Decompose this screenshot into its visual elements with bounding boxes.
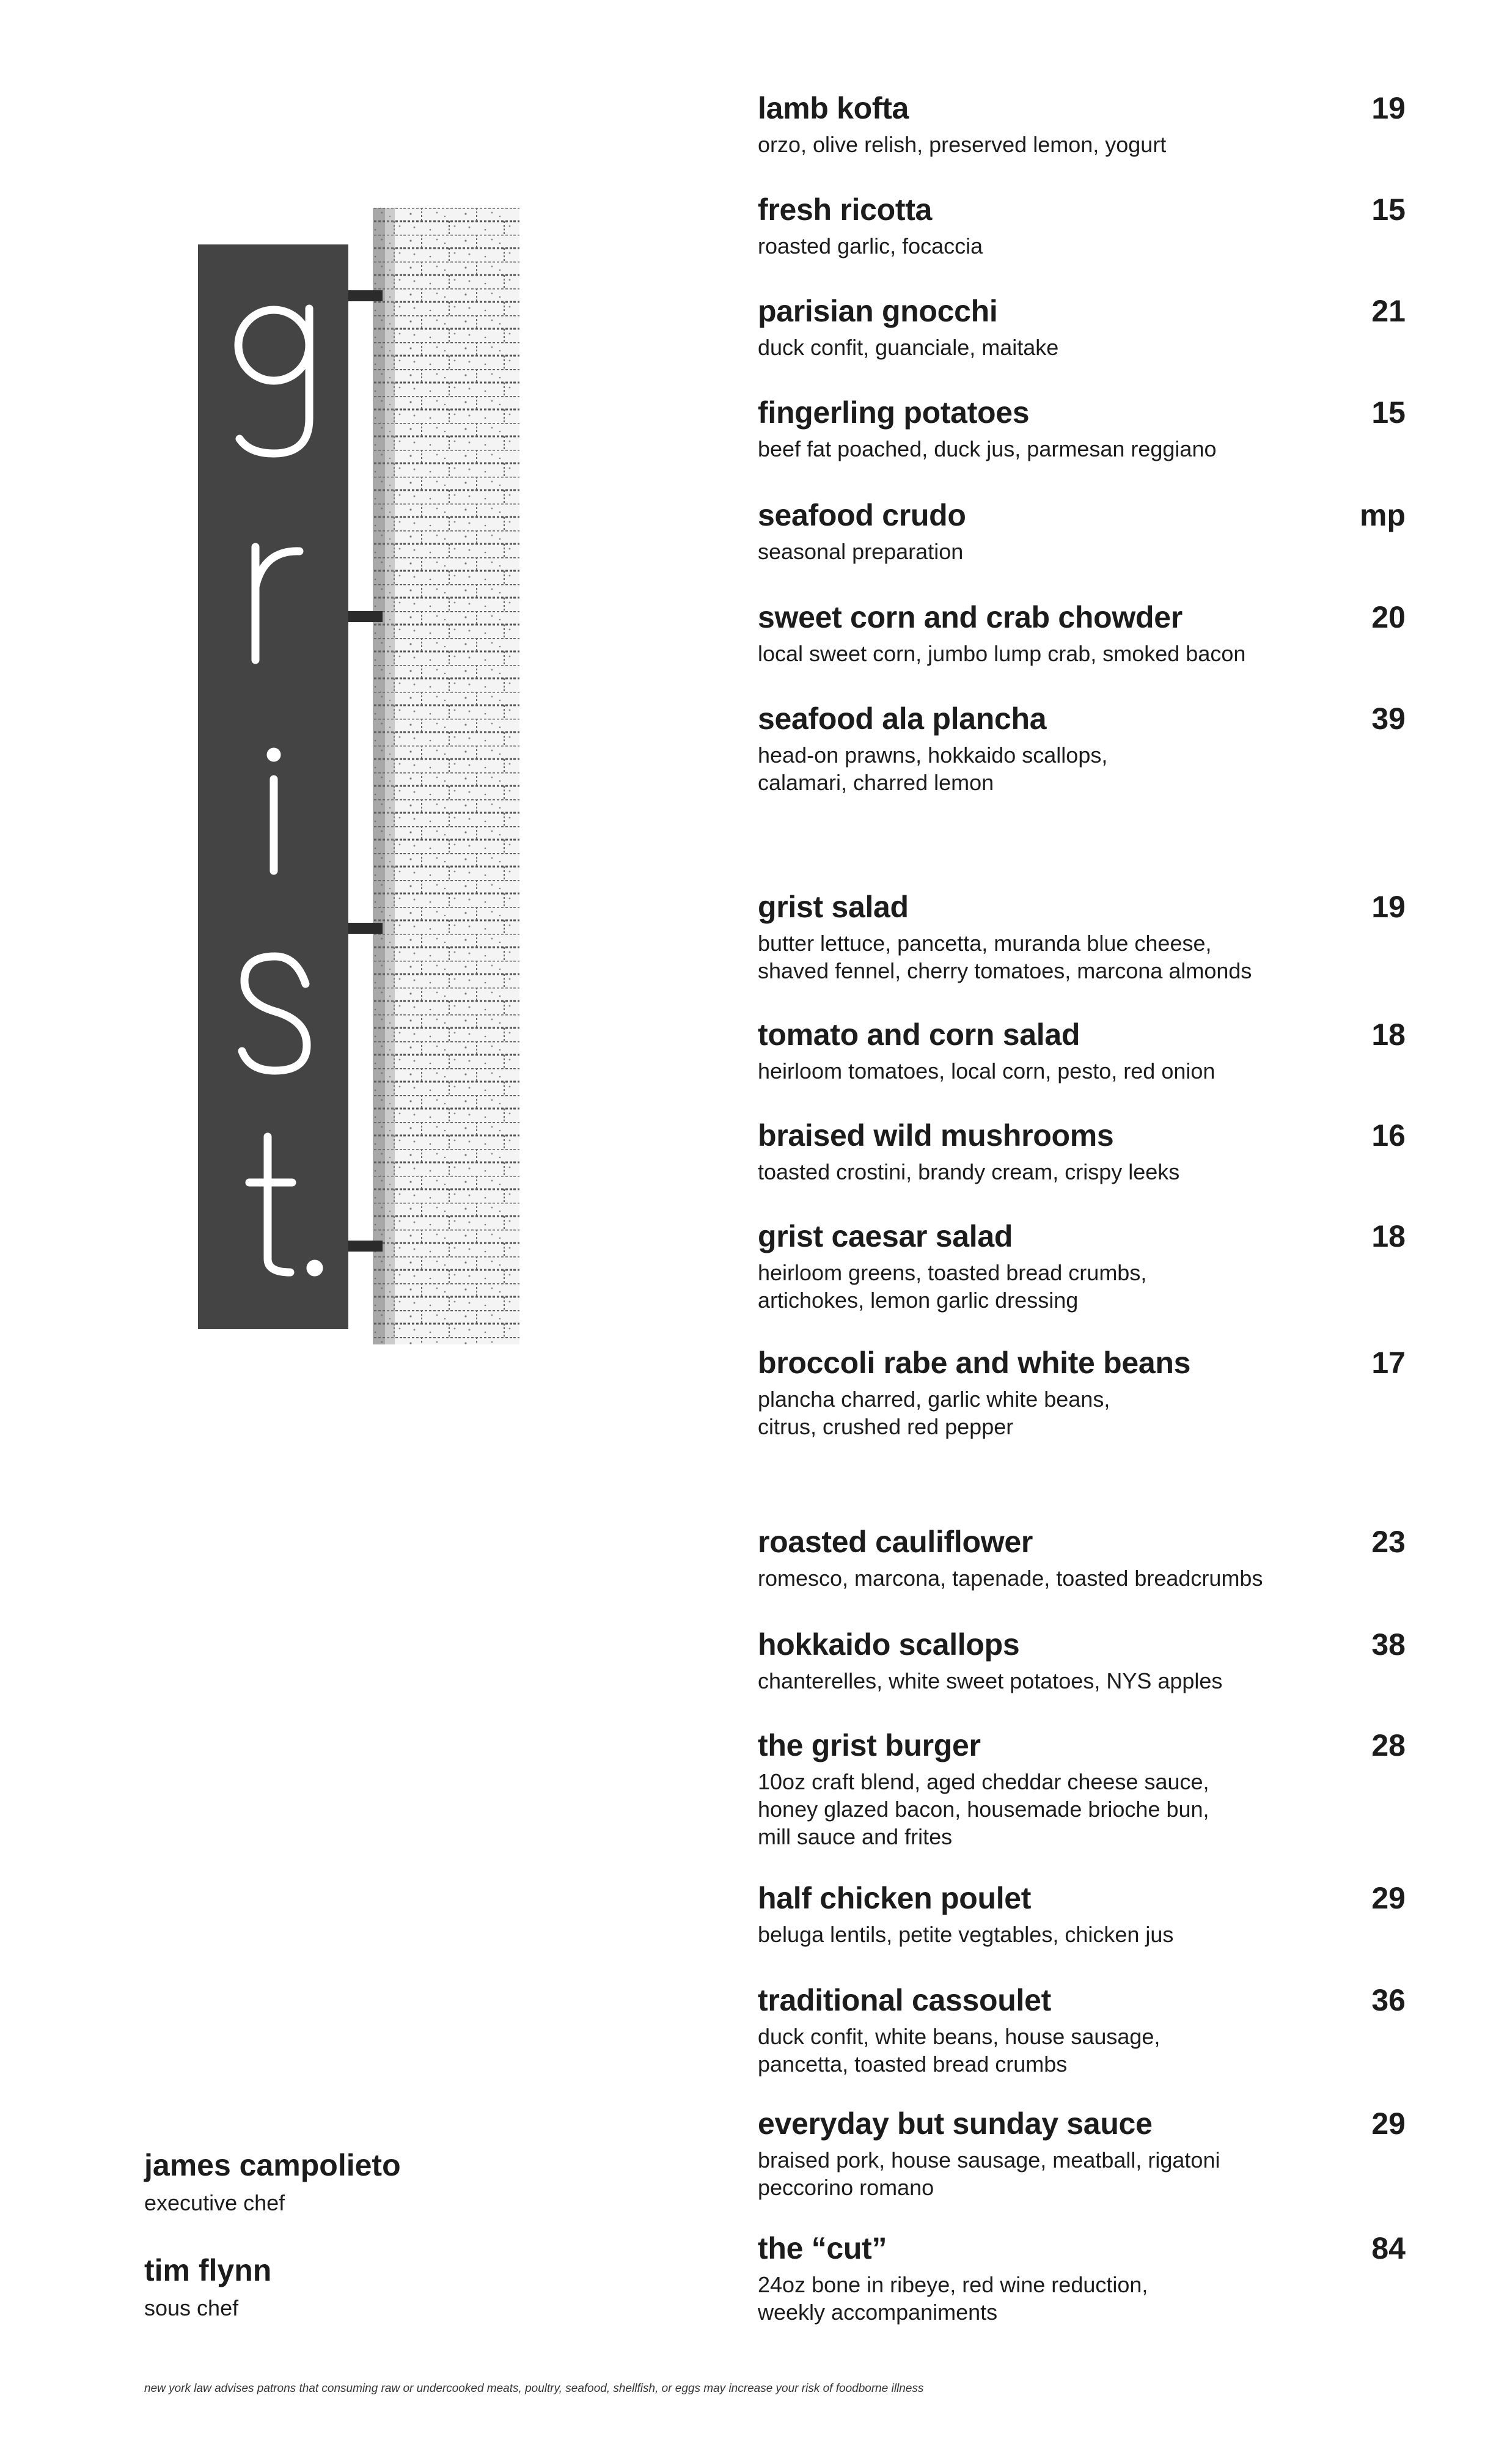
menu-item-price: mp <box>1360 498 1406 532</box>
menu-item-description: romesco, marcona, tapenade, toasted breadcrumbs <box>758 1566 1263 1591</box>
menu-item-price: 84 <box>1371 2231 1406 2265</box>
menu-item-header <box>758 1013 1406 1056</box>
menu-item-header <box>758 1114 1406 1157</box>
menu-item-price: 19 <box>1371 890 1406 924</box>
menu-item-name: half chicken poulet <box>758 1881 1032 1915</box>
menu-item <box>758 1724 1406 1850</box>
menu-item-name: lamb kofta <box>758 91 909 125</box>
brick-wall-illustration <box>373 208 519 1344</box>
menu-item-name: parisian gnocchi <box>758 294 998 328</box>
menu-item-price: 15 <box>1371 193 1406 227</box>
menu-item-header <box>758 87 1406 130</box>
menu-item-description: heirloom tomatoes, local corn, pesto, red onion <box>758 1058 1216 1084</box>
menu-item-price: 19 <box>1371 91 1406 125</box>
sous-chef-role: sous chef <box>144 2295 239 2320</box>
menu-item <box>758 1341 1406 1440</box>
menu-item-name: traditional cassoulet <box>758 1983 1051 2017</box>
menu-item <box>758 290 1406 361</box>
menu-item-name: roasted cauliflower <box>758 1525 1033 1559</box>
menu-item <box>758 391 1406 463</box>
menu-item-price: 38 <box>1371 1627 1406 1662</box>
menu-item-header <box>758 494 1406 537</box>
menu-item-description: duck confit, guanciale, maitake <box>758 335 1059 360</box>
menu-item-price: 17 <box>1371 1346 1406 1380</box>
menu-item-name: hokkaido scallops <box>758 1627 1020 1662</box>
menu-item-description: seasonal preparation <box>758 539 964 564</box>
menu-item-name: grist caesar salad <box>758 1219 1013 1253</box>
menu-item-header <box>758 188 1406 231</box>
menu-item-price: 29 <box>1371 2106 1406 2141</box>
chef-credit <box>144 2144 633 2216</box>
menu-item-description: braised pork, house sausage, meatball, rigatoni peccorino romano <box>758 2147 1220 2200</box>
menu-item-description: local sweet corn, jumbo lump crab, smoked bacon <box>758 641 1246 666</box>
menu-item <box>758 697 1406 796</box>
menu-item <box>758 596 1406 667</box>
menu-item-name: fresh ricotta <box>758 193 933 227</box>
menu-item-price: 18 <box>1371 1219 1406 1253</box>
menu-item-name: grist salad <box>758 890 909 924</box>
menu-item <box>758 2102 1406 2201</box>
sous-chef-credit <box>144 2249 633 2322</box>
menu-item-price: 36 <box>1371 1983 1406 2017</box>
menu-item-price: 23 <box>1371 1525 1406 1559</box>
menu-item-header <box>758 1724 1406 1767</box>
menu-item-header <box>758 886 1406 928</box>
menu-item-header <box>758 697 1406 740</box>
menu-item-price: 15 <box>1371 395 1406 430</box>
menu-item-price: 21 <box>1371 294 1406 328</box>
menu-item <box>758 1114 1406 1186</box>
health-notice: new york law advises patrons that consuming raw or undercooked meats, poultry, seafood, shellfish, or eggs may increase your risk of foodborne illness <box>144 2382 924 2395</box>
menu-item-header <box>758 1520 1406 1563</box>
menu-item <box>758 1215 1406 1314</box>
menu-item-description: 10oz craft blend, aged cheddar cheese sauce, honey glazed bacon, housemade brioche bun, mill sauce and frites <box>758 1769 1209 1849</box>
menu-item-header <box>758 1623 1406 1666</box>
menu-item-description: orzo, olive relish, preserved lemon, yogurt <box>758 132 1167 157</box>
menu-item-price: 18 <box>1371 1018 1406 1052</box>
grist-logo <box>183 208 538 1344</box>
menu-item <box>758 1623 1406 1695</box>
menu-item-price: 16 <box>1371 1118 1406 1153</box>
menu-item <box>758 87 1406 158</box>
menu-item-price: 20 <box>1371 600 1406 634</box>
menu-item-name: everyday but sunday sauce <box>758 2106 1153 2141</box>
menu-item-name: seafood ala plancha <box>758 702 1047 736</box>
menu-item-description: head-on prawns, hokkaido scallops, calamari, charred lemon <box>758 743 1108 795</box>
menu-item-description: heirloom greens, toasted bread crumbs, artichokes, lemon garlic dressing <box>758 1260 1147 1313</box>
menu-item-header <box>758 1877 1406 1920</box>
menu-item-name: tomato and corn salad <box>758 1018 1080 1052</box>
menu-item-price: 39 <box>1371 702 1406 736</box>
chef-role: executive chef <box>144 2190 285 2215</box>
chef-name: james campolieto <box>144 2148 401 2182</box>
menu-item-name: fingerling potatoes <box>758 395 1030 430</box>
menu-item-header <box>758 596 1406 639</box>
menu-item-name: braised wild mushrooms <box>758 1118 1114 1153</box>
menu-item-price: 28 <box>1371 1728 1406 1762</box>
menu-item-description: 24oz bone in ribeye, red wine reduction, weekly accompaniments <box>758 2272 1148 2325</box>
menu-item <box>758 1979 1406 2078</box>
sous-chef-name: tim flynn <box>144 2253 272 2287</box>
menu-item-description: plancha charred, garlic white beans, citrus, crushed red pepper <box>758 1387 1110 1439</box>
menu-item-description: beef fat poached, duck jus, parmesan reggiano <box>758 436 1217 461</box>
menu-item <box>758 188 1406 260</box>
menu-item-name: broccoli rabe and white beans <box>758 1346 1191 1380</box>
menu-item <box>758 494 1406 565</box>
menu-item <box>758 886 1406 985</box>
menu-item-name: seafood crudo <box>758 498 966 532</box>
menu-item-header <box>758 2227 1406 2270</box>
menu-item-header <box>758 391 1406 434</box>
menu-item-price: 29 <box>1371 1881 1406 1915</box>
menu-item-description: roasted garlic, focaccia <box>758 233 983 258</box>
menu-item-description: beluga lentils, petite vegtables, chicken jus <box>758 1922 1174 1947</box>
menu-item-header <box>758 290 1406 332</box>
menu-item <box>758 2227 1406 2326</box>
menu-item-name: the “cut” <box>758 2231 887 2265</box>
menu-item-header <box>758 1215 1406 1258</box>
menu-item-header <box>758 1341 1406 1384</box>
menu-item-description: duck confit, white beans, house sausage, pancetta, toasted bread crumbs <box>758 2024 1160 2077</box>
menu-item-name: sweet corn and crab chowder <box>758 600 1182 634</box>
menu-item <box>758 1013 1406 1085</box>
menu-item <box>758 1520 1406 1592</box>
menu-item-description: chanterelles, white sweet potatoes, NYS apples <box>758 1668 1223 1693</box>
menu-item-name: the grist burger <box>758 1728 981 1762</box>
menu-item-description: butter lettuce, pancetta, muranda blue cheese, shaved fennel, cherry tomatoes, marcona almonds <box>758 931 1252 983</box>
menu-item-header <box>758 2102 1406 2145</box>
menu-item <box>758 1877 1406 1948</box>
menu-item-description: toasted crostini, brandy cream, crispy leeks <box>758 1159 1180 1184</box>
menu-item-header <box>758 1979 1406 2022</box>
